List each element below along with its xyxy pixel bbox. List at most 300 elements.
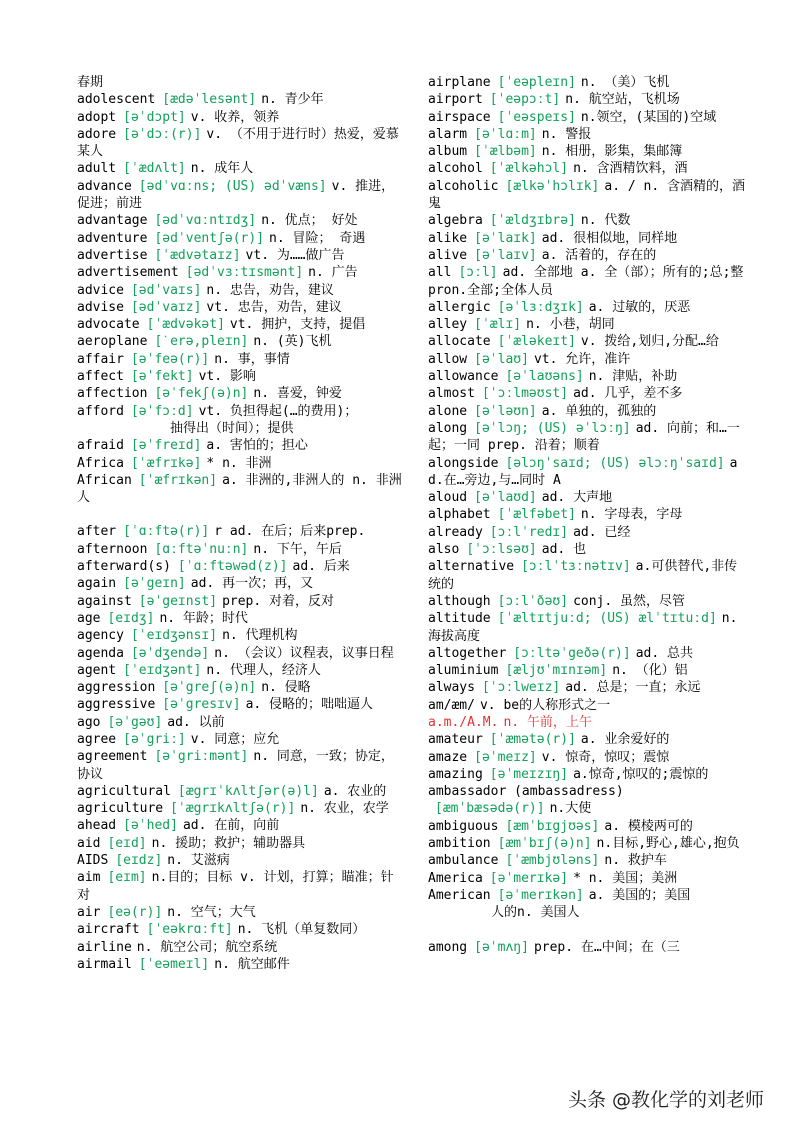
- phonetic: [əˈfekʃ(ə)n]: [154, 386, 249, 402]
- phonetic: [ælkəˈhɔlɪk]: [505, 178, 600, 194]
- phonetic: [əˈgresɪv]: [162, 697, 241, 713]
- definition: v. 同意；应允: [190, 731, 280, 747]
- dictionary-entry: [77, 714, 402, 731]
- definition: a.可供替代,非传统的: [428, 559, 738, 592]
- definition: n. 忠告，劝告，建议: [206, 282, 334, 298]
- watermark: 头条 @教化学的刘老师: [568, 1089, 765, 1111]
- definition: a. 美国的；美国: [588, 887, 691, 903]
- definition: ad. 也: [541, 542, 587, 558]
- dictionary-entry: [428, 749, 748, 766]
- phonetic: [əˈgeɪnst]: [138, 593, 218, 609]
- dictionary-entry: [428, 870, 748, 887]
- headword: agenda: [77, 645, 124, 661]
- phonetic: [ˈeɪdʒənt]: [123, 662, 202, 678]
- definition: ad. 向前；和…一起；一同 prep. 沿着；顺着: [428, 420, 740, 454]
- phonetic: [ɔːl]: [458, 265, 498, 281]
- headword: among: [428, 939, 468, 955]
- definition: n. 警报: [541, 126, 592, 142]
- dictionary-entry: [77, 783, 402, 800]
- definition: v. 惊奇，惊叹；震惊: [541, 749, 670, 765]
- phonetic: [ədˈvɑːntɪdʒ]: [154, 213, 257, 229]
- phonetic: [ˈæfrɪkə]: [130, 455, 202, 471]
- dictionary-entry: [77, 282, 402, 299]
- headword: America: [428, 870, 483, 886]
- phonetic: [əˈlaɪk]: [474, 230, 537, 246]
- phonetic: [eɪd]: [107, 835, 147, 851]
- definition: n. 含酒精饮料，酒: [573, 161, 688, 177]
- headword: after: [77, 524, 117, 540]
- headword: advocate: [77, 317, 140, 333]
- headword: agricultural: [77, 783, 171, 799]
- phonetic: [ˈæmətə(r)]: [489, 732, 576, 748]
- headword: altitude: [428, 611, 491, 627]
- headword: affair: [77, 351, 124, 367]
- definition: ad. 以前: [167, 714, 225, 730]
- dictionary-entry: [77, 437, 402, 454]
- definition: n. 成年人: [190, 161, 254, 177]
- headword: amaze: [428, 749, 468, 765]
- headword: agriculture: [77, 801, 164, 817]
- dictionary-entry: [428, 420, 748, 455]
- headword: all: [428, 265, 452, 281]
- phonetic: [ˈæləkeɪt]: [497, 334, 576, 350]
- dictionary-entry: [428, 645, 748, 662]
- headword: alongside: [428, 455, 499, 471]
- definition: n. （化）铝: [612, 663, 688, 679]
- definition: a. 害怕的；担心: [206, 438, 308, 454]
- definition: conj. 虽然，尽管: [573, 593, 686, 609]
- phonetic: [eə(r)]: [107, 904, 163, 920]
- phonetic: [ədˈvaɪz]: [130, 299, 202, 315]
- headword: advantage: [77, 213, 148, 229]
- definition: prep. 在…中间；在（三: [533, 939, 680, 955]
- phonetic: [ˈɑːftə(r)]: [123, 524, 210, 540]
- phonetic: [ægrɪˈkʌltʃər(ə)l]: [177, 783, 319, 799]
- phonetic: [ˈælfəbet]: [497, 507, 576, 523]
- headword: 春期: [77, 75, 104, 90]
- definition: n. 午前，上午: [503, 714, 592, 730]
- definition: n. 代理人，经济人: [206, 662, 321, 678]
- dictionary-entry: [428, 939, 748, 956]
- dictionary-entry: [77, 351, 402, 368]
- headword: aeroplane: [77, 334, 148, 350]
- dictionary-entry: [428, 731, 748, 748]
- definition: ad. 很相似地，同样地: [541, 230, 678, 246]
- phonetic: [ədˈvɑːns; (US) ədˈvæns]: [138, 178, 327, 194]
- headword: adore: [77, 126, 117, 142]
- dictionary-entry: [77, 230, 402, 247]
- phonetic: [əˈlaʊ]: [474, 351, 529, 367]
- definition: n. 艾滋病: [167, 853, 230, 869]
- headword: airmail: [77, 956, 132, 972]
- definition: a. 活着的，存在的: [541, 247, 657, 263]
- definition: n. 小巷，胡同: [526, 317, 615, 333]
- dictionary-entry: [428, 506, 748, 523]
- dictionary-entry: [77, 368, 402, 385]
- phonetic: [ˈeəkrɑːft]: [146, 922, 233, 938]
- phonetic: [æmˈbɪgjʊəs]: [505, 818, 600, 834]
- headword: adventure: [77, 230, 148, 246]
- definition: a. 非洲的,非洲人的 n. 非洲人: [77, 472, 402, 506]
- dictionary-entry: [428, 852, 748, 869]
- headword: afford: [77, 403, 124, 419]
- dictionary-entry: [77, 610, 402, 627]
- phonetic: [ˈægrɪkʌltʃə(r)]: [170, 801, 296, 817]
- phonetic: [əˈfɔːd]: [130, 403, 194, 419]
- headword: advice: [77, 282, 124, 298]
- dictionary-entry: [77, 869, 402, 904]
- phonetic: [əˈmerɪkən]: [497, 887, 584, 903]
- definition: n.领空，(某国的)空域: [580, 109, 717, 125]
- definition: v. （不用于进行时）热爱，爱慕某人: [77, 126, 399, 160]
- dictionary-entry: [77, 593, 402, 610]
- dictionary-entry: [77, 627, 402, 644]
- dictionary-entry: [428, 230, 748, 247]
- headword: ambassador (ambassadress): [428, 784, 624, 800]
- dictionary-entry: [77, 333, 402, 350]
- dictionary-entry: [428, 766, 748, 783]
- phonetic: [ˈeəpleɪn]: [497, 75, 576, 90]
- definition: n.目标,野心,雄心,抱负: [596, 836, 740, 852]
- phonetic: [ˈældʒɪbrə]: [489, 213, 576, 229]
- headword: am/æm/: [428, 697, 475, 713]
- definition: r ad. 在后；后来prep.: [214, 524, 366, 540]
- phonetic: [ˈeɪdʒənsɪ]: [130, 628, 218, 644]
- phonetic: [ˈæmbjʊləns]: [505, 853, 600, 869]
- dictionary-entry: [77, 178, 402, 213]
- definition: v. 收养，领养: [190, 109, 280, 125]
- phonetic: [ˈeəspeɪs]: [497, 109, 576, 125]
- definition: a.惊奇,惊叹的;震惊的: [573, 766, 709, 782]
- definition: a. 模棱两可的: [604, 818, 693, 834]
- dictionary-entry: [428, 783, 748, 800]
- definition: n. 航空站，飞机场: [565, 92, 680, 108]
- headword: aid: [77, 835, 101, 851]
- definition: ad. 总共: [635, 645, 693, 661]
- dictionary-entry: [77, 662, 402, 679]
- dictionary-entry: [77, 299, 402, 316]
- definition: n. 冒险； 奇遇: [269, 230, 366, 246]
- definition: a. 过敏的，厌恶: [588, 299, 691, 315]
- definition: n. 字母表，字母: [580, 507, 683, 523]
- dictionary-entry: [77, 696, 402, 713]
- definition: prep. 对着，反对: [222, 593, 335, 609]
- phonetic: [ədˈvɜːtɪsmənt]: [185, 265, 304, 281]
- headword: ahead: [77, 818, 117, 834]
- phonetic: [əˈgriːmənt]: [154, 749, 249, 765]
- headword: alike: [428, 230, 468, 246]
- phonetic: [ˈeəmeɪl]: [138, 956, 210, 972]
- dictionary-entry: [428, 489, 748, 506]
- dictionary-entry: [77, 956, 402, 973]
- definition: n. 空气；大气: [167, 904, 256, 920]
- phonetic: [ˈɔːlsəʊ]: [466, 542, 537, 558]
- phonetic: [ˋerə,pleɪn]: [154, 334, 249, 350]
- phonetic: [əˈdɔpt]: [123, 109, 186, 125]
- definition: n. 年龄；时代: [159, 610, 248, 626]
- phonetic: [əˈfeə(r)]: [130, 351, 210, 367]
- headword: African: [77, 472, 132, 488]
- headword: amazing: [428, 766, 483, 782]
- dictionary-entry: [77, 748, 402, 783]
- headword: AIDS: [77, 853, 109, 869]
- dictionary-entry: [428, 178, 748, 213]
- dictionary-entry: [428, 368, 748, 385]
- dictionary-entry: [77, 74, 402, 91]
- dictionary-entry: [428, 126, 748, 143]
- phonetic: [əˈgəʊ]: [107, 714, 163, 730]
- headword: adolescent: [77, 92, 156, 108]
- phonetic: [əˈhed]: [123, 818, 178, 834]
- dictionary-entry: [428, 212, 748, 229]
- headword: advertisement: [77, 265, 179, 281]
- dictionary-entry: [77, 575, 402, 592]
- phonetic: [eɪdʒ]: [107, 610, 155, 626]
- dictionary-entry: [77, 264, 402, 281]
- phonetic: [əˈfekt]: [130, 369, 194, 385]
- definition: a. 侵略的；咄咄逼人: [245, 697, 374, 713]
- definition: n. 相册，影集，集邮簿: [541, 144, 683, 160]
- phonetic: [əˈlɜːdʒɪk]: [497, 299, 584, 315]
- phonetic: [ˈæfrɪkən]: [138, 472, 218, 488]
- dictionary-entry: [428, 91, 748, 108]
- dictionary-entry: [428, 109, 748, 126]
- phonetic: [ˈɔːlməʊst]: [481, 386, 569, 402]
- headword: advise: [77, 299, 124, 315]
- headword: airplane: [428, 75, 491, 90]
- headword: although: [428, 593, 491, 609]
- dictionary-entry: [428, 887, 748, 904]
- headword: alarm: [428, 126, 468, 142]
- dictionary-entry: [428, 160, 748, 177]
- phonetic: [əˈlaʊəns]: [505, 369, 584, 385]
- phonetic: [əˈgriː]: [123, 731, 186, 747]
- headword: album: [428, 144, 468, 160]
- definition: a. 业余爱好的: [580, 732, 670, 748]
- definition: ad.在…旁边,与…同时 A: [428, 455, 738, 488]
- phonetic: [əˈlaɪv]: [474, 247, 537, 263]
- definition-continuation: 人的n. 美国人: [491, 905, 580, 921]
- phonetic: [ˈædvətaɪz]: [154, 247, 241, 263]
- definition: ad. 大声地: [541, 490, 613, 506]
- headword: agree: [77, 731, 117, 747]
- dictionary-entry: [77, 817, 402, 834]
- headword: adult: [77, 161, 117, 177]
- headword: always: [428, 680, 475, 696]
- phonetic: [əˈdɔː(r)]: [123, 126, 202, 142]
- headword: afraid: [77, 438, 124, 454]
- headword: advance: [77, 178, 132, 194]
- headword: adopt: [77, 109, 117, 125]
- headword: altogether: [428, 645, 507, 661]
- definition: n. （美）飞机: [580, 75, 670, 90]
- headword: ago: [77, 714, 101, 730]
- definition: v. be的人称形式之一: [479, 697, 611, 713]
- definition: n. 广告: [308, 265, 358, 281]
- dictionary-entry: [428, 143, 748, 160]
- dictionary-entry: [428, 558, 748, 593]
- dictionary-entry: [77, 385, 402, 402]
- phonetic: [ˈeəpɔːt]: [489, 92, 561, 108]
- dictionary-entry: [77, 645, 402, 662]
- dictionary-entry: [428, 299, 748, 316]
- definition: n. 同意，一致；协定，协议: [77, 749, 394, 782]
- definition: vt. 为……做广告: [245, 247, 345, 263]
- headword: airport: [428, 92, 483, 108]
- headword: alive: [428, 247, 468, 263]
- phonetic: [æmˈbɪʃ(ə)n]: [497, 836, 592, 852]
- dictionary-entry: [428, 264, 748, 299]
- definition: n. 青少年: [261, 92, 324, 108]
- dictionary-entry: [77, 904, 402, 921]
- phonetic: [ˈɑːftəwəd(z)]: [177, 559, 288, 575]
- definition: * n. 美国；美洲: [573, 870, 678, 886]
- dictionary-entry: [77, 160, 402, 177]
- dictionary-entry: [77, 558, 402, 575]
- definition: n. 喜爱，钟爱: [253, 386, 342, 402]
- dictionary-entry: [428, 333, 748, 350]
- definition: vt. 负担得起(…的费用)；: [198, 403, 358, 419]
- headword: alone: [428, 403, 468, 419]
- phonetic: [eɪdz]: [115, 853, 163, 869]
- dictionary-entry: [428, 74, 748, 91]
- headword: allowance: [428, 369, 499, 385]
- headword: American: [428, 887, 491, 903]
- headword: aircraft: [77, 922, 140, 938]
- definition: n. 事，事情: [214, 351, 290, 367]
- dictionary-entry: [428, 818, 748, 835]
- dictionary-entry: [77, 316, 402, 333]
- dictionary-entry: [428, 541, 748, 558]
- dictionary-entry: [428, 697, 748, 714]
- headword: airline: [77, 939, 132, 955]
- phonetic: [əˈmerɪkə]: [489, 870, 569, 886]
- definition: n. 优点； 好处: [261, 213, 358, 229]
- phonetic: [ədˈvaɪs]: [130, 282, 202, 298]
- definition: vt. 忠告，劝告，建议: [206, 299, 342, 315]
- definition: vt. 拥护，支持，提倡: [229, 317, 366, 333]
- dictionary-entry: [77, 472, 402, 507]
- headword: agency: [77, 628, 124, 644]
- phonetic: [əˈdʒendə]: [130, 645, 210, 661]
- phonetic: [ɔːlˈredɪ]: [489, 524, 569, 540]
- phonetic: [əˈfreɪd]: [130, 438, 202, 454]
- phonetic: [ˈælbəm]: [474, 144, 537, 160]
- dictionary-entry: [428, 403, 748, 420]
- dictionary-entry: [77, 939, 402, 956]
- phonetic: [əˈlɔŋ; (US) əˈlɔːŋ]: [474, 420, 631, 436]
- headword: ambulance: [428, 853, 499, 869]
- dictionary-entry: [77, 247, 402, 264]
- headword: ambition: [428, 836, 491, 852]
- phonetic: [ɔːltəˈgeðə(r)]: [513, 645, 631, 661]
- headword: alphabet: [428, 507, 491, 523]
- definition: n. (英)飞机: [253, 334, 332, 350]
- headword: age: [77, 610, 101, 626]
- headword: alcoholic: [428, 178, 499, 194]
- dictionary-entry: [77, 91, 402, 108]
- dictionary-entry: [77, 523, 402, 540]
- headword: afternoon: [77, 541, 148, 557]
- headword: a.m./A.M.: [428, 714, 499, 730]
- dictionary-entry: [428, 593, 748, 610]
- phonetic: [ədˈventʃə(r)]: [154, 230, 265, 246]
- phonetic: [ˈædvəkət]: [146, 317, 225, 333]
- headword: already: [428, 524, 483, 540]
- dictionary-entry: [77, 731, 402, 748]
- definition: n. 救护车: [604, 853, 667, 869]
- dictionary-entry: [77, 541, 402, 558]
- headword: allergic: [428, 299, 491, 315]
- phonetic: [əˈgeɪn]: [123, 576, 186, 592]
- definition: ad. 再一次；再，又: [190, 576, 314, 592]
- definition: n. 飞机（单复数同）: [237, 922, 366, 938]
- definition: n.大使: [549, 801, 592, 817]
- phonetic: [əˈgreʃ(ə)n]: [162, 680, 257, 696]
- dictionary-entry: [77, 835, 402, 852]
- definition: v. 推进，促进；前进: [77, 178, 395, 212]
- phonetic: [ˈædʌlt]: [123, 161, 186, 177]
- headword: Africa: [77, 455, 124, 471]
- headword: agreement: [77, 749, 148, 765]
- definition-continuation: 抽得出（时间）；提供: [170, 420, 294, 436]
- dictionary-entry: [77, 212, 402, 229]
- phonetic: [ɔːlˈtɜːnətɪv]: [521, 559, 631, 575]
- headword: agent: [77, 662, 117, 678]
- definition: n. 津贴，补助: [588, 369, 678, 385]
- headword: ambiguous: [428, 818, 499, 834]
- headword: allocate: [428, 334, 491, 350]
- phonetic: [əlɔŋˈsaɪd; (US) əlɔːŋˈsaɪd]: [505, 455, 725, 471]
- dictionary-entry: [428, 247, 748, 264]
- definition: ad. 在前，向前: [182, 818, 280, 834]
- definition: a. 农业的: [323, 783, 387, 799]
- phonetic: [əˈlɑːm]: [474, 126, 537, 142]
- dictionary-entry: [77, 852, 402, 869]
- dictionary-entry: [428, 662, 748, 679]
- definition: vt. 允许，准许: [533, 351, 631, 367]
- headword: algebra: [428, 213, 483, 229]
- definition: vt. 影响: [198, 369, 256, 385]
- headword: aim: [77, 870, 101, 886]
- headword: alcohol: [428, 161, 483, 177]
- dictionary-entry: [77, 126, 402, 161]
- dictionary-entry: [428, 524, 748, 541]
- dictionary-entry: [428, 351, 748, 368]
- definition: n. 航空公司；航空系统: [136, 939, 278, 955]
- definition: n. 下午，午后: [253, 541, 342, 557]
- headword: aluminium: [428, 663, 499, 679]
- headword: aloud: [428, 490, 468, 506]
- phonetic: [əˈmʌŋ]: [474, 939, 529, 955]
- phonetic: [əˈlaʊd]: [474, 490, 537, 506]
- definition: n. 侵略: [261, 680, 311, 696]
- headword: afterward(s): [77, 559, 171, 575]
- phonetic: [əˈləʊn]: [474, 403, 537, 419]
- phonetic: [əˈmeɪzɪŋ]: [489, 766, 569, 782]
- dictionary-entry: [428, 316, 748, 333]
- phonetic: [əˈmeɪz]: [474, 749, 537, 765]
- dictionary-entry: [428, 714, 748, 731]
- headword: advertise: [77, 247, 148, 263]
- dictionary-entry: [77, 921, 402, 938]
- dictionary-entry: [428, 679, 748, 696]
- definition: n. 农业，农学: [300, 801, 389, 817]
- dictionary-entry: [428, 455, 748, 490]
- dictionary-entry: [428, 610, 748, 645]
- headword: affection: [77, 386, 148, 402]
- definition: a. 单独的，孤独的: [541, 403, 657, 419]
